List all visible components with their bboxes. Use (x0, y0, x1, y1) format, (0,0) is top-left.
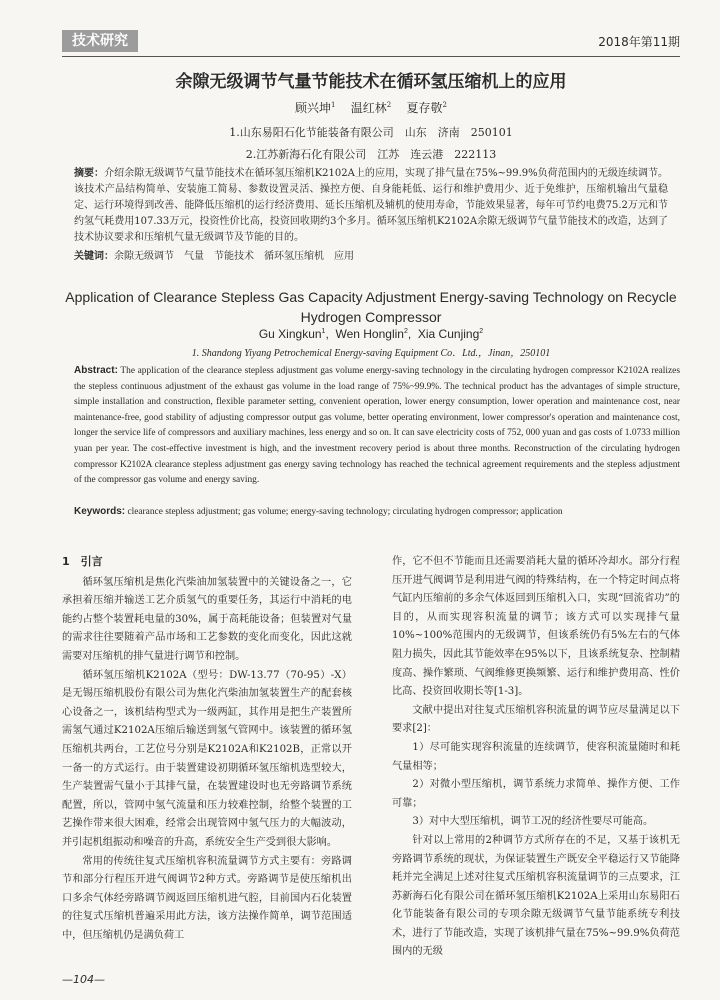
list-item: 3）对中大型压缩机，调节工况的经济性要尽可能高。 (412, 816, 654, 828)
title-en (62, 287, 680, 327)
affiliation-en: 1. Shandong Yiyang Petrochemical Energy-saving Equipment Co．Ltd.，Jinan，250101 (191, 348, 551, 359)
body-column-right (392, 553, 680, 962)
issue-label: 2018年第11期 (598, 35, 680, 49)
body-paragraph: 作，它不但不节能而且还需要消耗大量的循环冷却水。部分行程压开进气阀调节是利用进气阀的特殊结构，在一个特定时间点将气缸内压缩前的多余气体返回到压缩机入口，实现“回流省功”的目的，从而实现容积流量的调节；该方式可以实现排气量10%~100%范围内的无级调节，但该系统仍有5%左右的气体阻力损失，因此其节能效率在95%以下，且该系统复杂、控制精度高、操作繁琐、气阀维修更换频繁、运行和维护费用高、性价比高、投资回收期长等[1-3]。 (392, 556, 680, 698)
author-name: 温红林 (350, 101, 387, 115)
author-sup: 1 (331, 101, 336, 109)
list-item: 2）对微小型压缩机，调节系统力求简单、操作方便、工作可靠； (392, 779, 680, 809)
author-name-en: Gu Xingkun (258, 327, 322, 341)
body-paragraph: 文献中提出对往复式压缩机容积流量的调节应尽量满足以下要求[2]： (392, 704, 680, 735)
keywords-en-text: clearance stepless adjustment; gas volume; energy-saving technology; circulating hydrogen compressor; application (127, 507, 563, 517)
affiliation-zh-2: 2.江苏新海石化有限公司 江苏 连云港 222113 (245, 148, 497, 161)
abstract-zh-text: 介绍余隙无级调节气量节能技术在循环氢压缩机K2102A上的应用，实现了排气量在75%~99.9%负荷范围内的无级连续调节。该技术产品结构简单、安装施工简易、参数设置灵活、操控方便、自身能耗低、运行和维护费用少、近于免维护，压缩机输出气量稳定、运行环境得到改善、能降低压缩机的运行经济费用、延长压缩机及辅机的使用寿命，节能效果显著，每年可节约电费75.2万元和节约氢气耗费用107.33万元，投资性价比高，投资回收期约3个多月。循环氢压缩机K2102A余隙无级调节气量节能技术的改造，达到了技术协议要求和压缩机气量无级调节及节能的目的。 (74, 168, 669, 243)
body-paragraph: 针对以上常用的2种调节方式所存在的不足，又基于该机无旁路调节系统的现状，为保证装置生产既安全平稳运行又节能降耗并完全满足上述对往复式压缩机容积流量调节的三点要求，江苏新海石化有限公司在循环氢压缩机K2102A上采用山东易阳石化节能装备有限公司的专项余隙无级调节气量节能系统专利技术，进行了节能改造，实现了该机排气量在75%~99.9%负荷范围内的无级 (392, 834, 680, 958)
body-paragraph: 常用的传统往复式压缩机容积流量调节方式主要有：旁路调节和部分行程压开进气阀调节2种方式。旁路调节是使压缩机出口多余气体经旁路调节阀返回压缩机进气腔，目前国内石化装置的往复式压缩机普遍采用此方法，该方法操作简单，调节范围适中，但压缩机仍是满负荷工 (62, 855, 352, 941)
title-zh: 余隙无级调节气量节能技术在循环氢压缩机上的应用 (175, 72, 567, 92)
affiliation-zh-1: 1.山东易阳石化节能装备有限公司 山东 济南 250101 (229, 126, 513, 139)
body-paragraph: 循环氢压缩机是焦化汽柴油加氢装置中的关键设备之一，它承担着压缩并输送工艺介质氢气的重要任务，其运行中消耗的电能约占整个装置耗电量的30%，属于高耗能设备；但装置对气量的需求往往要随着产品市场和工艺参数的变化而变化，因此这就需要对压缩机的排气量进行调节和控制。 (62, 576, 352, 662)
keywords-en (74, 505, 680, 519)
author-name-en: Xia Cunjing (417, 327, 480, 341)
authors-en: Gu Xingkun$^1$, Wen Honglin$^2$, Xia Cunjing$^2$ (258, 327, 484, 341)
keywords-en-label: Keywords: (74, 506, 126, 517)
title-en-line: Hydrogen Compressor (300, 309, 442, 325)
section-tag: 技术研究 (62, 30, 138, 52)
abstract-zh-label: 摘要： (74, 168, 105, 179)
author-name: 顾兴坤 (295, 101, 332, 115)
authors-zh (62, 99, 680, 116)
author-sup-en: 1 (321, 328, 326, 335)
author-name: 夏存敬 (406, 101, 443, 115)
keywords-zh (74, 250, 668, 264)
author-sup: 2 (386, 101, 392, 109)
title-en-line: Application of Clearance Stepless Gas Capacity Adjustment Energy-saving Technology on Recycle (65, 289, 677, 305)
abstract-en-label: Abstract: (74, 365, 118, 376)
section-heading: 1 引言 (62, 555, 103, 568)
author-sup: 2 (442, 101, 447, 109)
header-rule (62, 56, 680, 57)
author-name-en: Wen Honglin (335, 327, 404, 341)
list-item: 1）尽可能实现容积流量的连续调节，使容积流量随时和耗气量相等； (392, 741, 680, 772)
abstract-en (74, 363, 680, 489)
author-sup-en: 2 (403, 328, 408, 335)
author-sup-en: 2 (479, 328, 484, 335)
abstract-zh (74, 166, 668, 246)
page-number: —104— (62, 973, 105, 986)
abstract-en-text: The application of the clearance stepless adjustment gas volume energy-saving technology in the circulating hydrogen compressor K2102A realizes the stepless continuous adjustment of the exhaust gas volume in the load range of 75%~99.9%. The technical product has the advantages of simple structure, simple installation and construction, flexible parameter setting, convenient operation, lower energy consumption, lower operation and maintenance cost, near maintenance-free, good stability of adjusting compressor output gas volume, better operating environment, lower compressor's operation and maintenance cost, longer the service life of compressors and auxiliary machines, less energy and so on. It can save electricity costs of 752, 000 yuan and gas costs of 1.0733 million yuan per year. The cost-effective investment is high, and the investment recovery period is about three months. Reconstruction of the circulating hydrogen compressor K2102A clearance stepless adjustment gas energy saving technology has reached the technical agreement requirements and the stepless adjustment of the compressor gas volume and energy saving. (74, 366, 680, 486)
keywords-zh-label: 关键词： (74, 251, 114, 262)
body-paragraph: 循环氢压缩机K2102A（型号：DW-13.77（70-95）-X）是无锡压缩机股份有限公司为焦化汽柴油加氢装置生产的配套核心设备之一，该机结构型式为一级两缸，其作用是把生产装置所需氢气通过K2102A压缩后输送到氢气管网中。该装置的循环氢压缩机共两台，工艺位号分别是K2102A和K2102B，正常以开一备一的方式运行。由于装置建设初期循环氢压缩机选型较大，生产装置需气量小于其排气量，在装置建设时也无旁路调节系统配置，所以，管网中氢气流量和压力较难控制，给整个装置的工艺操作带来很大困难，经常会出现管网中氢气压力的大幅波动，并引起机组振动和噪音的升高，系统安全生产受到很大影响。 (62, 669, 352, 848)
running-header (62, 30, 680, 54)
keywords-zh-text: 余隙无级调节 气量 节能技术 循环氢压缩机 应用 (114, 251, 354, 262)
body-column-left (62, 553, 352, 945)
